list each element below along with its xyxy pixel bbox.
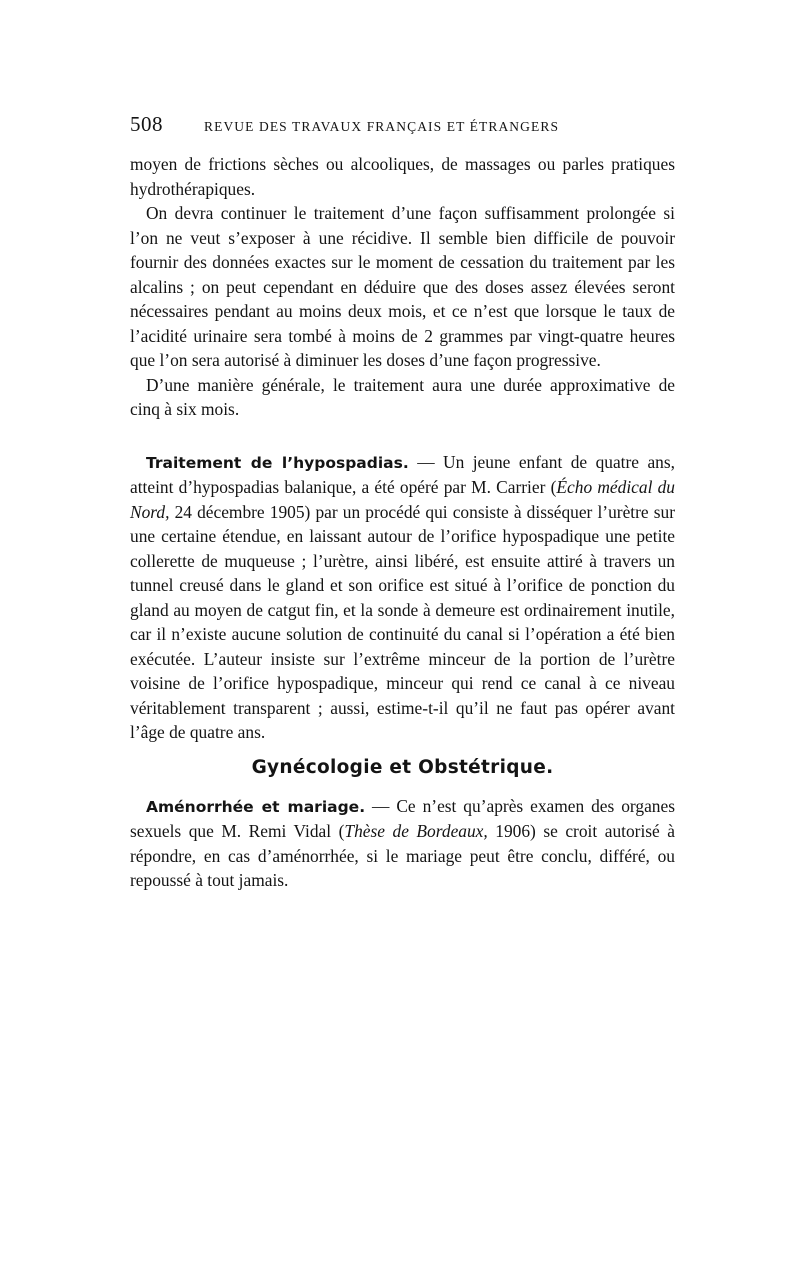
running-title: REVUE DES TRAVAUX FRANÇAIS ET ÉTRANGERS: [204, 119, 560, 134]
article-text-hypospadias-body: 24 décembre 1905) par un procédé qui consiste à disséquer l’urètre sur une certaine étendue, en laissant autour de l’orifice hypospadique une petite collerette de muqueuse ; l’urètre, ainsi libéré, est ensuite attiré à travers un tunnel creusé dans le gland et son orifice est situé à l’orifice de ponction du gland au moyen de catgut fin, et la sonde à demeure est ordinairement inutile, car il n’existe aucune solution de continuité du canal si l’opération a été bien exécutée. L’auteur insiste sur l’extrême minceur de la portion de l’urètre voisine de l’orifice hypospadique, minceur qui rend ce canal à ce niveau véritablement transparent ; aussi, estime-t-il qu’il ne faut pas opérer avant l’âge de quatre ans.: [130, 501, 675, 742]
article-source-hypospadias: Écho médical du Nord,: [130, 477, 675, 522]
page-number: 508: [130, 112, 163, 136]
article-title-hypospadias: Traitement de l’hypospadias.: [146, 453, 409, 472]
paragraph-general-duration: D’une manière générale, le traitement aura une durée approximative de cinq à six mois.: [130, 374, 675, 419]
body-text: [130, 152, 675, 893]
page-header: [130, 112, 675, 142]
document-page: [130, 112, 675, 893]
article-text-amenorrhee-body: 1906) se croit autorisé à répondre, en cas d’aménorrhée, si le mariage peut être conclu, différé, ou repoussé à tout jamais.: [130, 821, 675, 890]
spacer: [130, 422, 675, 450]
article-title-amenorrhee: Aménorrhée et mariage.: [146, 797, 366, 816]
article-text-hypospadias-intro: — Un jeune enfant de quatre ans, atteint d’hypospadias balanique, a été opéré par M. Carrier (: [130, 451, 675, 497]
paragraph-treatment-duration: On devra continuer le traitement d’une façon suffisamment prolongée si l’on ne veut s’exposer à une récidive. Il semble bien difficile de pouvoir fournir des données exactes sur le moment de cessation du traitement par les alcalins ; on peut cependant en déduire que des doses assez élevées seront nécessaires pendant au moins deux mois, et ce n’est que lorsque le taux de l’acidité urinaire sera tombé à moins de 2 grammes par vingt-quatre heures que l’on sera autorisé à diminuer les doses d’une façon progressive.: [130, 203, 675, 370]
paragraph-continuation: moyen de frictions sèches ou alcooliques, de massages ou parles pratiques hydrothérapiques.: [130, 154, 675, 199]
article-source-amenorrhee: Thèse de Bordeaux,: [344, 821, 488, 841]
article-amenorrhee: [130, 794, 675, 893]
section-heading: Gynécologie et Obstétrique.: [251, 756, 554, 778]
article-hypospadias: [130, 450, 675, 745]
article-text-amenorrhee-intro: — Ce n’est qu’après examen des organes sexuels que M. Remi Vidal (: [130, 795, 675, 841]
